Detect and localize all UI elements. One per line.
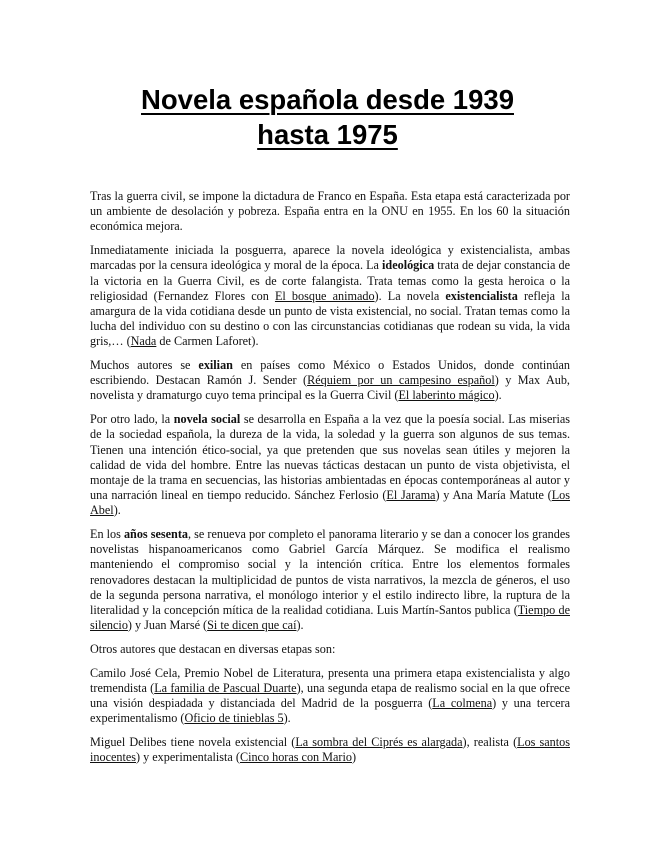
work-title: Si te dicen que caí	[207, 618, 297, 633]
work-title: Los Abel	[90, 488, 571, 518]
term-novela-social: novela social	[173, 412, 241, 427]
paragraph-postwar-context: Tras la guerra civil, se impone la dictadura de Franco en España. Esta etapa está caracterizada por un ambiente de desolación y pobreza. España entra en la ONU en 1955. En los 60 la situación económica mejora.	[90, 189, 570, 234]
paragraph-cela: Camilo José Cela, Premio Nobel de Literatura, presenta una primera etapa existencialista y algo tremendista (La familia de Pascual Duarte), una segunda etapa de realismo social en la que ofrece una visión despiadada y distanciada del Madrid de la posguerra (La colmena) y una tercera experimentalismo (Oficio de tinieblas 5).	[90, 665, 570, 726]
paragraph-social-novel: Por otro lado, la novela social se desarrolla en España a la vez que la poesía social. Las miserias de la sociedad española, la dureza de la vida, la soledad y la guerra son algunos de sus temas. Tienen una intención ético-social, ya que pretenden que sus novelas sean útiles y mejoren la calidad de vida del hombre. Entre las nuevas tácticas destacan un punto de vista objetivista, el montaje de la trama en secuencias, las historias ambientadas en épocas contemporáneas al autor y una narración lineal en tiempo reducido. Sánchez Ferlosio (El Jarama) y Ana María Matute (Los Abel).	[90, 412, 571, 518]
work-title: La sombra del Ciprés es alargada	[295, 735, 463, 749]
term-exilian: exilian	[198, 358, 233, 373]
work-title: El bosque animado	[274, 288, 375, 303]
document-title	[60, 82, 595, 152]
work-title: Nada	[130, 334, 157, 349]
paragraph-sixties: En los años sesenta, se renueva por completo el panorama literario y se dan a conocer los grandes novelistas hispanoamericanos como Gabriel García Márquez. Se modifica el realismo manteniendo el compromiso social y la intención crítica. Entre los elementos formales renovadores destacan la multiplicidad de puntos de vista narrativos, la mezcla de géneros, el uso de la segunda persona narrativa, el monólogo interior y el estilo indirecto libre, la ruptura de la literalidad y la concepción mítica de la realidad cotidiana. Luis Martín-Santos publica (Tiempo de silencio) y Juan Marsé (Si te dicen que caí).	[90, 527, 571, 633]
term-anos-sesenta: años sesenta	[123, 527, 188, 542]
paragraph-exile: Muchos autores se exilian en países como México o Estados Unidos, donde continúan escribiendo. Destacan Ramón J. Sender (Réquiem por un campesino español) y Max Aub, novelista y dramaturgo cuyo tema principal es la Guerra Civil (El laberinto mágico).	[90, 358, 570, 403]
work-title: Los santos inocentes	[90, 735, 570, 765]
paragraph-ideological-existential: Inmediatamente iniciada la posguerra, aparece la novela ideológica y existencialista, ambas marcadas por la censura ideológica y moral de la época. La ideológica trata de dejar constancia de la victoria en la Guerra Civil, es de corte falangista. Trata temas como la gesta heroica o la religiosidad (Fernandez Flores con El bosque animado). La novela existencialista refleja la amargura de la vida cotidiana desde un punto de vista existencial, no social. Tratan temas como la lucha del individuo con su destino o con las circunstancias cotidianas que rodean su vida, la vida gris,… (Nada de Carmen Laforet).	[90, 243, 571, 349]
work-title: El Jarama	[386, 488, 436, 503]
work-title: Oficio de tinieblas 5	[184, 711, 284, 726]
document-body	[90, 189, 570, 774]
work-title: La colmena	[432, 696, 493, 711]
work-title: Cinco horas con Mario	[239, 750, 352, 765]
title-line-2: hasta 1975	[257, 119, 398, 150]
paragraph-delibes: Miguel Delibes tiene novela existencial (La sombra del Ciprés es alargada), realista (Los santos inocentes) y experimentalista (Cinco horas con Mario)	[90, 735, 570, 765]
work-title: El laberinto mágico	[398, 388, 495, 403]
title-line-1: Novela española desde 1939	[141, 84, 514, 115]
work-title: La familia de Pascual Duarte	[154, 680, 297, 695]
work-title: Réquiem por un campesino español	[307, 373, 495, 388]
term-ideologica: ideológica	[382, 258, 435, 273]
term-existencialista: existencialista	[445, 288, 518, 303]
work-title: Tiempo de silencio	[90, 603, 570, 633]
paragraph-other-authors: Otros autores que destacan en diversas etapas son:	[90, 641, 336, 656]
